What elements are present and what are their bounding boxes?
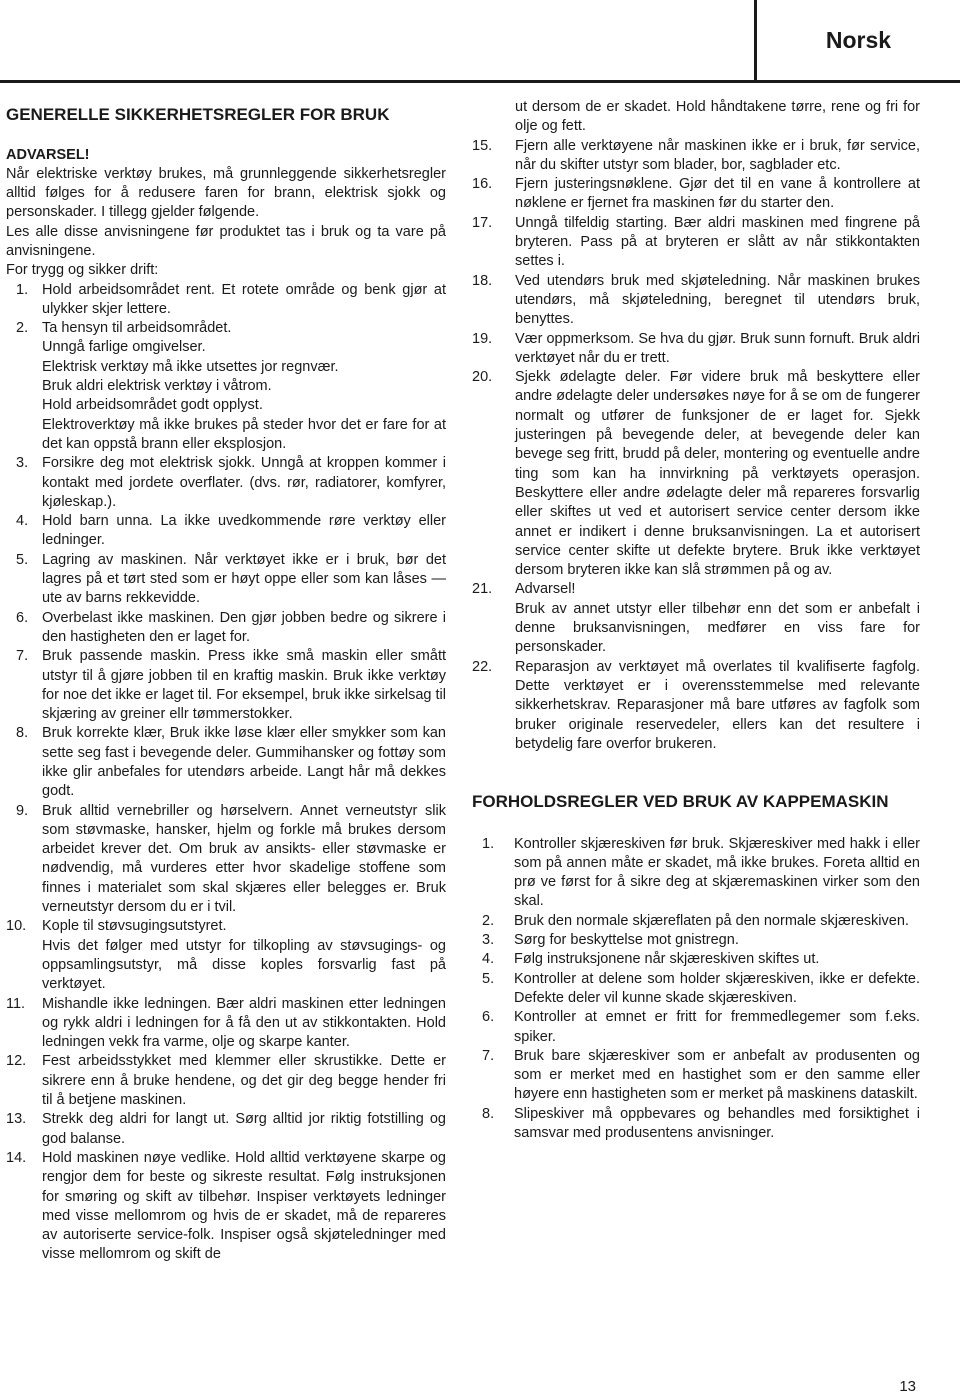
item-text: Sjekk ødelagte deler. Før videre bruk må beskyttere eller andre ødelagte deler undersøkes nøye for å se om de fungerer normalt og utfører de funksjoner de er laget for. Sjekk justeringen på bevegende deler, at bevegende deler kan bevege seg fritt, brudd på deler, montering og eventuelle andre ting som kan ha innvirkning på verktøyets operasjon. Beskyttere eller andre ødelagte deler må repareres forsvarlig eller skiftes ut ved et autorisert service center dersom ikke annet er indikert i denne bruksanvisningen. La et autorisert service center skifte ut defekte brytere. Bruk ikke verktøyet dersom bryteren ikke kan slå strømmen på og av. bbox=[515, 369, 920, 579]
item-number: 4. bbox=[482, 951, 495, 968]
list-item bbox=[472, 1105, 920, 1144]
list-item bbox=[6, 802, 446, 918]
item-text: Vær oppmerksom. Se hva du gjør. Bruk sunn fornuft. Bruk aldri verktøyet når du er trett. bbox=[515, 330, 920, 366]
item-number: 11. bbox=[6, 995, 26, 1012]
list-item bbox=[472, 950, 920, 969]
item-number: 5. bbox=[482, 970, 495, 987]
item-text: Unngå tilfeldig starting. Bær aldri maskinen med fingrene på bryteren. Pass på at bryteren er slått av når stikkontakten settes i. bbox=[515, 214, 920, 270]
item-text: Slipeskiver må oppbevares og behandles med forsiktighet i samsvar med produsentens anvisninger. bbox=[514, 1105, 920, 1142]
list-item bbox=[472, 272, 920, 330]
item-subtext: Bruk av annet utstyr eller tilbehør enn det som er anbefalt i denne bruksanvisningen, medfører en viss fare for personskader. bbox=[515, 600, 920, 656]
item-subtext: Bruk aldri elektrisk verktøy i våtrom. bbox=[42, 378, 272, 395]
intro-paragraph: Når elektriske verktøy brukes, må grunnleggende sikkerhetsregler alltid følges for å redusere faren for brann, elektrisk sjokk og personskader. I tillegg gjelder følgende. bbox=[6, 165, 446, 221]
item-text: Hold barn unna. La ikke uvedkommende røre verktøy eller ledninger. bbox=[42, 513, 446, 549]
item-text: Strekk deg aldri for langt ut. Sørg alltid jor riktig fotstilling og god balanse. bbox=[42, 1111, 446, 1147]
item-number: 14. bbox=[6, 1149, 27, 1166]
list-item bbox=[472, 931, 920, 950]
item-number: 20. bbox=[472, 369, 493, 386]
list-item bbox=[6, 1149, 446, 1265]
item-text: Kontroller at delene som holder skjæreskiven, ikke er defekte. Defekte deler vil kunne skade skjæreskiven. bbox=[514, 970, 920, 1006]
item-text: Fjern alle verktøyene når maskinen ikke er i bruk, før service, når du skifter utstyr som blader, bor, sagblader etc. bbox=[515, 137, 920, 173]
item-text: Kontroller skjæreskiven før bruk. Skjæreskiver med hakk i eller som på annen måte er skadet, må ikke brukes. Foreta alltid en prø ve først for å sikre deg at skjæremaskinen virker som den skal. bbox=[514, 835, 920, 910]
item-text: Reparasjon av verktøyet må overlates til kvalifiserte fagfolg. Dette verktøyet er i overensstemmelse med relevante sikkerhetskrav. Reparasjoner må bare utføres av fagfolk som bruker originale reservedeler, ellers kan det resultere i betydelig fare overfor brukeren. bbox=[515, 658, 920, 752]
item-number: 1. bbox=[16, 281, 29, 298]
item-number: 4. bbox=[16, 513, 29, 530]
item-number: 7. bbox=[482, 1047, 495, 1064]
item-text: Ta hensyn til arbeidsområdet. bbox=[42, 320, 232, 337]
list-item bbox=[6, 609, 446, 648]
item-subtext: Elektrisk verktøy må ikke utsettes jor regnvær. bbox=[42, 358, 339, 375]
list-item bbox=[6, 917, 446, 936]
item-text: Fest arbeidsstykket med klemmer eller skrustikke. Dette er sikrere enn å bruke hendene, og det gir deg begge hender fri til å betjene maskinen. bbox=[42, 1053, 446, 1109]
right-column bbox=[472, 98, 920, 1143]
item-number: 8. bbox=[482, 1105, 495, 1122]
list-item bbox=[6, 454, 446, 512]
cutoff-list bbox=[472, 835, 920, 1144]
item-text: Hold arbeidsområdet rent. Et rotete område og benk gjør at ulykker skjer lettere. bbox=[42, 281, 446, 317]
item-number: 21. bbox=[472, 581, 493, 598]
list-item bbox=[6, 1052, 446, 1110]
item-number: 3. bbox=[482, 932, 495, 949]
page-number: 13 bbox=[899, 1378, 916, 1395]
item-text: Kontroller at emnet er fritt for fremmedlegemer som f.eks. spiker. bbox=[514, 1009, 920, 1045]
item-text: Fjern justeringsnøklene. Gjør det til en vane å kontrollere at nøklene er fjernet fra maskinen før du starter den. bbox=[515, 176, 920, 212]
item-text: Ved utendørs bruk med skjøteledning. Når maskinen brukes utendørs, må skjøteledning, beregnet til utendørs bruk, benyttes. bbox=[515, 272, 920, 328]
item-subtext: Hold arbeidsområdet godt opplyst. bbox=[42, 397, 263, 414]
item-number: 2. bbox=[16, 320, 29, 337]
list-item bbox=[6, 724, 446, 801]
item-number: 10. bbox=[6, 918, 27, 935]
section-title-cutoff: FORHOLDSREGLER VED BRUK AV KAPPEMASKIN bbox=[472, 792, 889, 812]
item-text: Advarsel! bbox=[515, 581, 576, 598]
item-text: Bruk bare skjæreskiver som er anbefalt av produsenten og som er merket med en hastighet som er den samme eller høyere enn hastigheten som er merket på maskinens dataskilt. bbox=[514, 1047, 920, 1103]
list-item bbox=[472, 137, 920, 176]
list-item bbox=[472, 835, 920, 912]
item-number: 15. bbox=[472, 137, 493, 154]
list-item bbox=[472, 580, 920, 599]
item-number: 1. bbox=[482, 835, 495, 852]
safety-list-continued bbox=[472, 137, 920, 755]
list-item bbox=[6, 319, 446, 338]
list-item bbox=[6, 281, 446, 320]
item-number: 2. bbox=[482, 912, 495, 929]
item-text: Følg instruksjonene når skjæreskiven skiftes ut. bbox=[514, 951, 820, 968]
item-number: 5. bbox=[16, 551, 29, 568]
list-item bbox=[472, 658, 920, 754]
item-number: 3. bbox=[16, 455, 29, 472]
item-text: Forsikre deg mot elektrisk sjokk. Unngå at kroppen kommer i kontakt med jordete overflater. (dvs. rør, radiatorer, komfyrer, kjøleskap.). bbox=[42, 455, 446, 510]
list-item bbox=[472, 1008, 920, 1047]
item-number: 13. bbox=[6, 1111, 27, 1128]
language-tab: Norsk bbox=[754, 0, 960, 80]
item-text: Bruk alltid vernebriller og hørselvern. Annet verneutstyr slik som støvmaske, hansker, hjelm og forkle må brukes dersom arbeidet krever det. Om bruk av ansikts- eller støvmaske er nødvendig, må vurderes etter hvor skadelige stoffene som finnes i materialet som skal skjæres eller belegges er. Bruk verneutstyr dersom du er i tvil. bbox=[42, 802, 446, 916]
list-item bbox=[6, 647, 446, 724]
item-text: Mishandle ikke ledningen. Bær aldri maskinen etter ledningen og rykk aldri i ledningen for å få den ut av stikkontakten. Hold ledningen vekk fra varme, olje og skarpe kanter. bbox=[42, 995, 446, 1051]
item-subtext: Elektroverktøy må ikke brukes på steder hvor det er fare for at det kan oppstå brann eller eksplosjon. bbox=[42, 416, 446, 452]
item-number: 9. bbox=[16, 802, 29, 819]
item-number: 16. bbox=[472, 176, 493, 193]
list-item bbox=[472, 214, 920, 272]
item-number: 6. bbox=[482, 1009, 495, 1026]
continuation-text: ut dersom de er skadet. Hold håndtakene tørre, rene og fri for olje og fett. bbox=[515, 99, 920, 135]
warning-heading: ADVARSEL! bbox=[6, 146, 90, 163]
item-number: 18. bbox=[472, 272, 493, 289]
list-item bbox=[472, 330, 920, 369]
list-item bbox=[6, 512, 446, 551]
item-number: 8. bbox=[16, 725, 29, 742]
list-item bbox=[6, 1110, 446, 1149]
section-title-safety: GENERELLE SIKKERHETSREGLER FOR BRUK bbox=[6, 105, 390, 124]
item-number: 17. bbox=[472, 214, 493, 231]
item-number: 22. bbox=[472, 658, 493, 675]
item-text: Overbelast ikke maskinen. Den gjør jobben bedre og sikrere i den hastigheten den er laget for. bbox=[42, 609, 446, 645]
item-number: 6. bbox=[16, 609, 29, 626]
item-subtext: Hvis det følger med utstyr for tilkopling av støvsugings- og oppsamlingsutstyr, må disse koples forsvarlig fast på verktøyet. bbox=[42, 937, 446, 993]
item-text: Sørg for beskyttelse mot gnistregn. bbox=[514, 932, 739, 949]
left-column bbox=[6, 98, 446, 1265]
header-rule bbox=[0, 80, 960, 83]
list-item bbox=[472, 368, 920, 580]
intro-paragraph-2: Les alle disse anvisningene før produktet tas i bruk og ta vare på anvisningene. bbox=[6, 223, 446, 259]
safety-list bbox=[6, 281, 446, 1265]
item-text: Lagring av maskinen. Når verktøyet ikke er i bruk, bør det lagres på et tørt sted som er høyt oppe eller som kan låses — ute av barns rekkevidde. bbox=[42, 551, 446, 607]
item-text: Hold maskinen nøye vedlike. Hold alltid verktøyene skarpe og rengjor dem for beste og sikreste resultat. Følg instruksjonen for smøring og skift av tilbehør. Inspiser verktøyets ledninger med visse mellomrom og hvis de er skadet, må de repareres av autoriserte service-folk. Inspiser også skjøteledninger med visse mellomrom og skift de bbox=[42, 1149, 446, 1263]
item-text: Kople til støvsugingsutstyret. bbox=[42, 918, 227, 935]
item-number: 12. bbox=[6, 1053, 27, 1070]
list-item bbox=[472, 970, 920, 1009]
list-item bbox=[6, 995, 446, 1053]
item-number: 7. bbox=[16, 648, 29, 665]
item-number: 19. bbox=[472, 330, 493, 347]
list-item bbox=[472, 1047, 920, 1105]
intro-paragraph-3: For trygg og sikker drift: bbox=[6, 262, 159, 279]
item-text: Bruk den normale skjæreflaten på den normale skjæreskiven. bbox=[514, 912, 909, 929]
list-item bbox=[472, 175, 920, 214]
item-text: Bruk passende maskin. Press ikke små maskin eller smått utstyr til å gjøre jobben til en kraftig maskin. Bruk ikke verktøy for noe det ikke er laget til. For eksempel, bruk ikke sirkelsag til skjæring av greiner ellr tømmerstokker. bbox=[42, 648, 446, 723]
list-item bbox=[6, 551, 446, 609]
item-subtext: Unngå farlige omgivelser. bbox=[42, 339, 206, 356]
item-text: Bruk korrekte klær, Bruk ikke løse klær eller smykker som kan sette seg fast i bevegende deler. Gummihansker og fottøy som ikke glir anbefales for utendørs arbeide. Langt hår må dekkes godt. bbox=[42, 725, 446, 800]
list-item bbox=[472, 912, 920, 931]
